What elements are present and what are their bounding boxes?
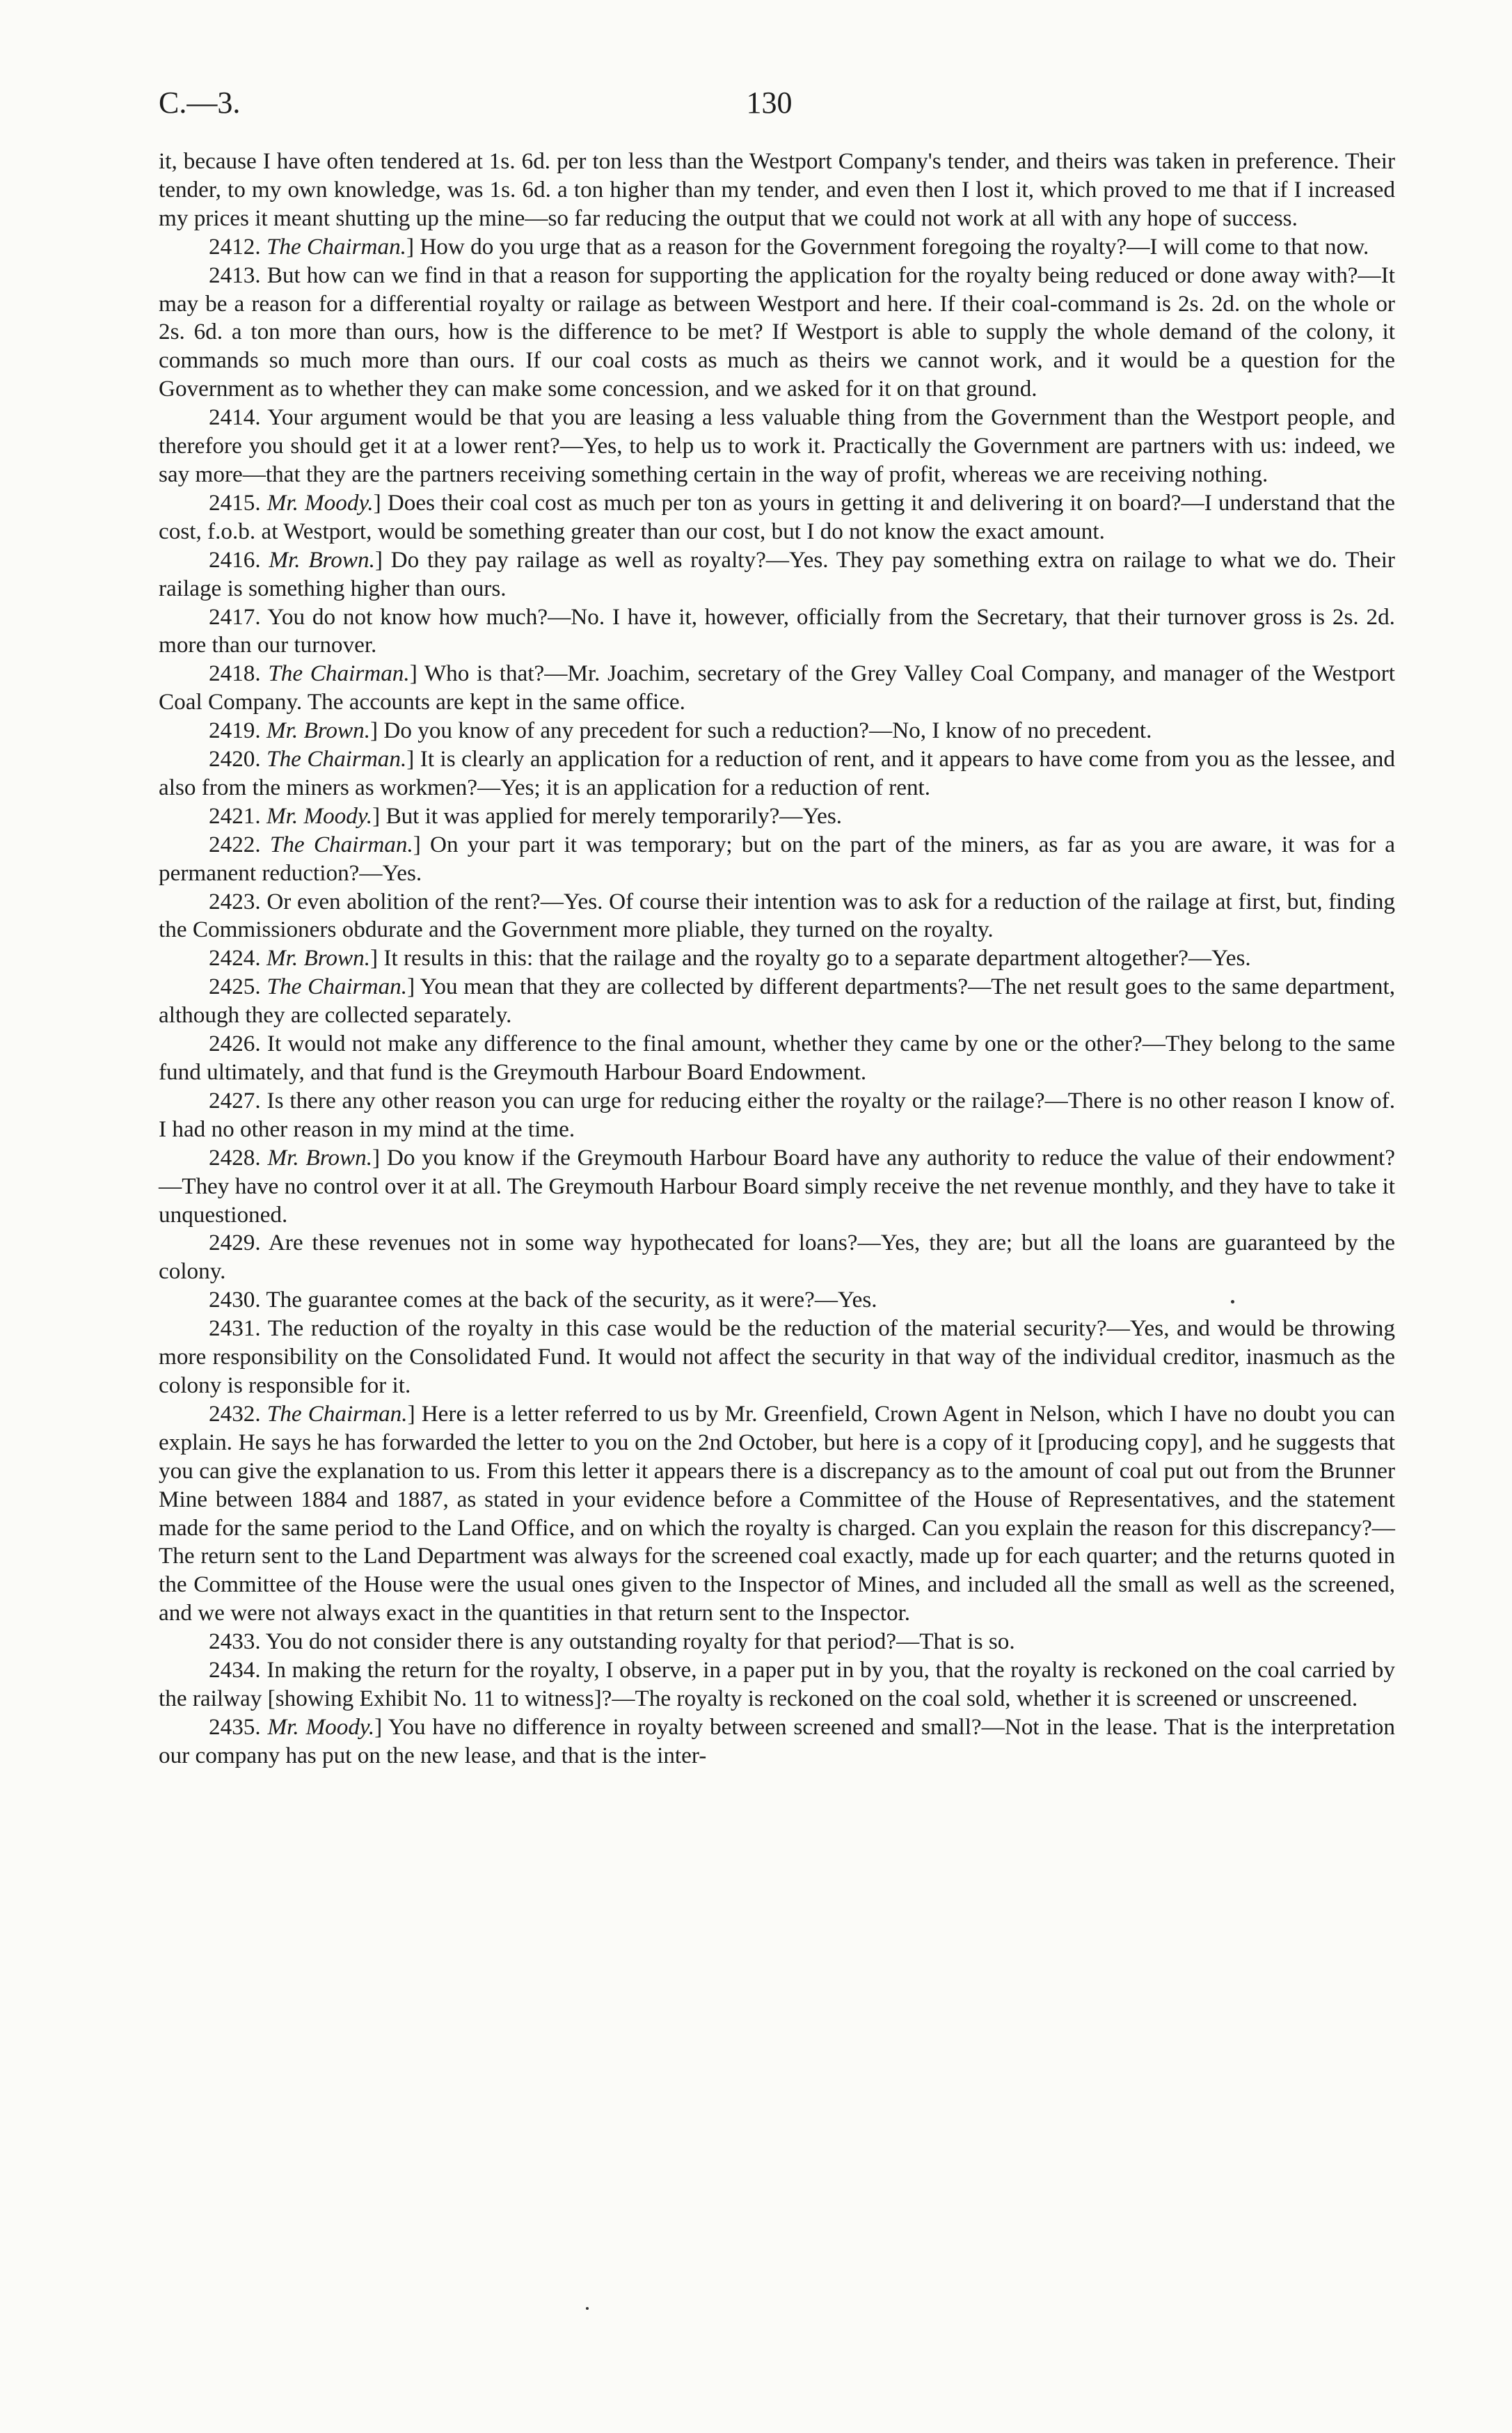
paragraph-text: On your part it was temporary; but on the part of the miners, as far as you are aware, it was for a permanent reduction?—Yes.	[159, 831, 1395, 886]
question-number: 2421.	[209, 802, 261, 829]
question-paragraph	[159, 1656, 1395, 1713]
question-paragraph: 2425. The Chairman.] You mean that they are collected by different departments?—The net result goes to the same department, although they are collected separately.	[159, 974, 1395, 1029]
paragraph-text: Are these revenues not in some way hypothecated for loans?—Yes, they are; but all the loans are guaranteed by the colony.	[159, 1230, 1395, 1285]
question-paragraph: 2418. The Chairman.] Who is that?—Mr. Joachim, secretary of the Grey Valley Coal Company, and manager of the Westport Coal Company. The accounts are kept in the same office.	[159, 660, 1396, 715]
question-number: 2419.	[209, 718, 261, 744]
question-number: 2425.	[209, 974, 261, 1000]
question-number: 2417.	[209, 603, 261, 630]
speaker-name: Mr. Brown.	[266, 718, 371, 744]
question-paragraph: 2412. The Chairman.] How do you urge that as a reason for the Government foregoing the royalty?—I will come to that now.	[209, 233, 1369, 260]
print-speck	[1231, 1300, 1234, 1303]
question-paragraph: 2428. Mr. Brown.] Do you know if the Greymouth Harbour Board have any authority to reduce the value of their endowment?—They have no control over it at all. The Greymouth Harbour Board simply receive the net revenue monthly, and they have to take it unquestioned.	[159, 1144, 1396, 1228]
paragraph-text: How do you urge that as a reason for the Government foregoing the royalty?—I will come to that now.	[420, 233, 1369, 260]
speaker-name: The Chairman.	[266, 1400, 408, 1427]
question-paragraph: 2415. Mr. Moody.] Does their coal cost as much per ton as yours in getting it and delivering it on board?—I understand that the cost, f.o.b. at Westport, would be something greater than our cost, but I do not know the exact amount.	[159, 489, 1395, 544]
speaker-name: The Chairman.	[266, 974, 408, 1000]
question-number: 2418.	[209, 660, 261, 687]
paragraph-text: You mean that they are collected by different departments?—The net result goes to the same department, although they are collected separately.	[159, 974, 1395, 1029]
paragraph-text: The reduction of the royalty in this case would be the reduction of the material security?—Yes, and would be throwing more responsibility on the Consolidated Fund. It would not affect the security in that way of the individual creditor, inasmuch as the colony is responsible for it.	[159, 1315, 1395, 1398]
paragraph-text: But it was applied for merely temporarily?—Yes.	[385, 802, 843, 829]
question-paragraph: 2420. The Chairman.] It is clearly an application for a reduction of rent, and it appears to have come from you as the lessee, and also from the miners as workmen?—Yes; it is an application for a reduction of rent.	[159, 746, 1395, 800]
paragraph-text: It would not make any difference to the final amount, whether they came by one or the other?—They belong to the same fund ultimately, and that fund is the Greymouth Harbour Board Endowment.	[159, 1031, 1395, 1085]
question-paragraph	[159, 404, 1395, 489]
speaker-name: The Chairman.	[266, 746, 407, 772]
question-number: 2415.	[209, 489, 261, 516]
page-header	[159, 82, 1380, 124]
paragraph-text: You do not know how much?—No. I have it, however, officially from the Secretary, that their turnover gross is 2s. 2d. more than our turnover.	[159, 603, 1395, 658]
question-number: 2423.	[209, 888, 261, 914]
paragraph-text: But how can we find in that a reason for supporting the application for the royalty being reduced or done away with?—It may be a reason for a differential royalty or railage as between Westport and here. If their coal-command is 2s. 2d. on the whole or 2s. 6d. a ton more than ours, how is the difference to be met? If Westport is able to supply the whole demand of the colony, it commands so much more than ours. If our coal costs as much as theirs we cannot work, and it would be a question for the Government as to whether they can make some concession, and we asked for it on that ground.	[159, 262, 1395, 402]
speaker-name: Mr. Brown.	[269, 546, 375, 573]
question-number: 2422.	[209, 831, 261, 857]
speaker-name: Mr. Moody.	[267, 1713, 375, 1740]
question-number: 2430.	[209, 1287, 261, 1313]
question-paragraph	[159, 1286, 1395, 1315]
page-number: 130	[746, 86, 793, 120]
evidence-text	[159, 148, 1395, 1770]
question-number: 2426.	[209, 1031, 261, 1057]
paragraph-text: Does their coal cost as much per ton as yours in getting it and delivering it on board?—I understand that the cost, f.o.b. at Westport, would be something greater than our cost, but I do not know the exact amount.	[159, 489, 1395, 544]
question-number: 2416.	[209, 546, 261, 573]
paragraph-text: Here is a letter referred to us by Mr. Greenfield, Crown Agent in Nelson, which I have no doubt you can explain. He says he has forwarded the letter to you on the 2nd October, but here is a copy of it [producing copy], and he suggests that you can give the explanation to us. From this letter it appears there is a discrepancy as to the amount of coal put out from the Brunner Mine between 1884 and 1887, as stated in your evidence before a Committee of the House of Representatives, and the statement made for the same period to the Land Office, and on which the royalty is charged. Can you explain the reason for this discrepancy?—The return sent to the Land Department was always for the screened coal exactly, made up for each quarter; and the returns quoted in the Committee of the House were the usual ones given to the Inspector of Mines, and included all the small as well as the screened, and we were not always exact in the quantities in that return sent to the Inspector.	[159, 1400, 1395, 1626]
question-number: 2413.	[209, 262, 261, 288]
paragraph-text: Is there any other reason you can urge for reducing either the royalty or the railage?—There is no other reason I know of. I had no other reason in my mind at the time.	[159, 1087, 1395, 1142]
paragraph-text: Do they pay railage as well as royalty?—Yes. They pay something extra on railage to what we do. Their railage is something higher than ours.	[159, 546, 1395, 601]
question-paragraph	[159, 1087, 1395, 1144]
question-paragraph	[159, 1315, 1395, 1400]
paragraph-text: In making the return for the royalty, I observe, in a paper put in by you, that the royalty is reckoned on the coal carried by the railway [showing Exhibit No. 11 to witness]?—The royalty is reckoned on the coal sold, whether it is screened or unscreened.	[159, 1657, 1395, 1711]
speaker-name: Mr. Moody.	[266, 489, 374, 516]
paragraph-text: it, because I have often tendered at 1s. 6d. per ton less than the Westport Company's tender, and theirs was taken in preference. Their tender, to my own knowledge, was 1s. 6d. a ton higher than my tender, and even then I lost it, which proved to me that if I increased my prices it meant shutting up the mine—so far reducing the output that we could not work at all with any hope of success.	[159, 148, 1395, 231]
question-paragraph	[159, 888, 1395, 945]
question-number: 2432.	[209, 1400, 261, 1427]
question-number: 2412.	[209, 233, 261, 260]
continued-paragraph	[159, 148, 1395, 233]
question-paragraph: 2421. Mr. Moody.] But it was applied for merely temporarily?—Yes.	[209, 802, 843, 829]
question-paragraph	[159, 603, 1395, 660]
question-paragraph	[159, 1628, 1395, 1656]
paragraph-text: Do you know if the Greymouth Harbour Board have any authority to reduce the value of their endowment?—They have no control over it at all. The Greymouth Harbour Board simply receive the net revenue monthly, and they have to take it unquestioned.	[159, 1144, 1396, 1228]
question-paragraph	[159, 1030, 1395, 1087]
question-paragraph: 2432. The Chairman.] Here is a letter referred to us by Mr. Greenfield, Crown Agent in Nelson, which I have no doubt you can explain. He says he has forwarded the letter to you on the 2nd October, but here is a copy of it [producing copy], and he suggests that you can give the explanation to us. From this letter it appears there is a discrepancy as to the amount of coal put out from the Brunner Mine between 1884 and 1887, as stated in your evidence before a Committee of the House of Representatives, and the statement made for the same period to the Land Office, and on which the royalty is charged. Can you explain the reason for this discrepancy?—The return sent to the Land Department was always for the screened coal exactly, made up for each quarter; and the returns quoted in the Committee of the House were the usual ones given to the Inspector of Mines, and included all the small as well as the screened, and we were not always exact in the quantities in that return sent to the Inspector.	[159, 1400, 1395, 1626]
paragraph-text: You have no difference in royalty between screened and small?—Not in the lease. That is the interpretation our company has put on the new lease, and that is the inter-	[159, 1713, 1395, 1768]
paragraph-text: Who is that?—Mr. Joachim, secretary of the Grey Valley Coal Company, and manager of the Westport Coal Company. The accounts are kept in the same office.	[159, 660, 1396, 715]
paragraph-text: Do you know of any precedent for such a reduction?—No, I know of no precedent.	[383, 718, 1152, 744]
speaker-name: Mr. Brown.	[266, 945, 371, 972]
question-number: 2414.	[209, 404, 261, 431]
question-number: 2434.	[209, 1657, 261, 1683]
speaker-name: Mr. Moody.	[266, 802, 373, 829]
paragraph-text: It is clearly an application for a reduction of rent, and it appears to have come from you as the lessee, and also from the miners as workmen?—Yes; it is an application for a reduction of rent.	[159, 746, 1395, 800]
question-number: 2420.	[209, 746, 261, 772]
question-paragraph	[159, 262, 1395, 404]
speaker-name: Mr. Brown.	[267, 1144, 373, 1171]
question-paragraph	[159, 1229, 1395, 1286]
question-number: 2431.	[209, 1315, 261, 1342]
speaker-name: The Chairman.	[269, 831, 413, 857]
question-paragraph: 2416. Mr. Brown.] Do they pay railage as well as royalty?—Yes. They pay something extra on railage to what we do. Their railage is something higher than ours.	[159, 546, 1395, 601]
print-speck	[586, 2307, 589, 2310]
paragraph-text: The guarantee comes at the back of the security, as it were?—Yes.	[266, 1287, 877, 1313]
speaker-name: The Chairman.	[268, 660, 410, 687]
question-paragraph: 2422. The Chairman.] On your part it was temporary; but on the part of the miners, as far as you are aware, it was for a permanent reduction?—Yes.	[159, 831, 1395, 886]
question-number: 2429.	[209, 1230, 261, 1256]
question-number: 2435.	[209, 1713, 261, 1740]
paragraph-text: You do not consider there is any outstanding royalty for that period?—That is so.	[265, 1628, 1015, 1655]
question-paragraph: 2424. Mr. Brown.] It results in this: that the railage and the royalty go to a separate department altogether?—Yes.	[209, 945, 1251, 972]
question-number: 2427.	[209, 1087, 261, 1114]
question-number: 2428.	[209, 1144, 261, 1171]
question-paragraph: 2435. Mr. Moody.] You have no difference in royalty between screened and small?—Not in the lease. That is the interpretation our company has put on the new lease, and that is the inter-	[159, 1713, 1395, 1768]
question-number: 2433.	[209, 1628, 261, 1655]
question-number: 2424.	[209, 945, 261, 972]
paragraph-text: Your argument would be that you are leasing a less valuable thing from the Government than the Westport people, and therefore you should get it at a lower rent?—Yes, to help us to work it. Practically the Government are partners with us: indeed, we say more—that they are the partners receiving something certain in the way of profit, whereas we are receiving nothing.	[159, 404, 1395, 487]
document-reference: C.—3.	[159, 86, 241, 120]
paragraph-text: Or even abolition of the rent?—Yes. Of course their intention was to ask for a reduction of the railage at first, but, finding the Commissioners obdurate and the Government more pliable, they turned on the royalty.	[159, 888, 1396, 943]
speaker-name: The Chairman.	[266, 233, 406, 260]
question-paragraph: 2419. Mr. Brown.] Do you know of any precedent for such a reduction?—No, I know of no precedent.	[209, 718, 1152, 744]
paragraph-text: It results in this: that the railage and the royalty go to a separate department altogether?—Yes.	[383, 945, 1251, 972]
